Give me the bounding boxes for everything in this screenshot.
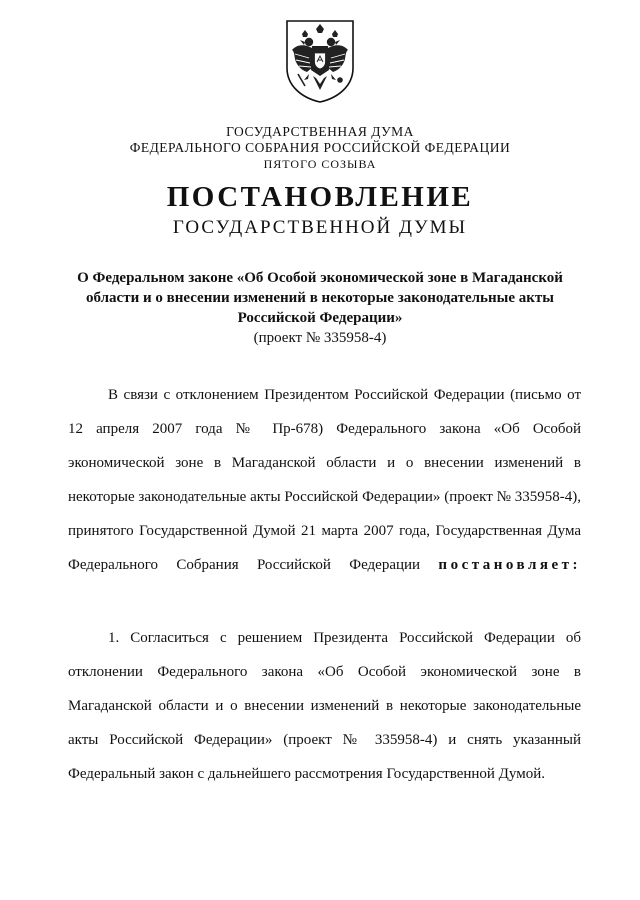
paragraph-line [68,554,581,588]
paragraph-line: 1. Согласиться с решением Президента Российской Федерации об [108,630,581,646]
paragraph-line: принятого Государственной Думой 21 марта 2007 года, Государственная Дума [68,523,581,539]
paragraph-line: некоторые законодательные акты Российской Федерации» (проект № 335958-4), [68,489,581,505]
paragraph-line: В связи с отклонением Президентом Российской Федерации (письмо от [108,387,581,403]
issuing-body-title: ГОСУДАРСТВЕННОЙ ДУМЫ [172,217,468,238]
subject-line: Российской Федерации» [237,310,403,326]
double-headed-eagle-icon [283,18,357,104]
resolves-keyword: постановляет: [438,557,581,573]
subject-line: О Федеральном законе «Об Особой экономической зоне в Магаданской [77,270,563,286]
preamble-paragraph [68,384,581,588]
line-text: Федерального Собрания Российской Федерации [68,557,421,573]
resolution-subject [70,268,570,328]
paragraph-line: Магаданской области и о внесении изменений в некоторые законодательные [68,698,581,714]
paragraph-line: 12 апреля 2007 года № Пр-678) Федерального закона «Об Особой [68,421,581,437]
org-name-line: ГОСУДАРСТВЕННАЯ ДУМА [226,124,414,139]
coat-of-arms-emblem [283,18,357,104]
subject-line: области и о внесении изменений в некоторые законодательные акты [86,290,554,306]
resolution-item-1 [68,627,581,797]
paragraph-line: Федеральный закон с дальнейшего рассмотрения Государственной Думой. [68,766,545,782]
org-parent-line: ФЕДЕРАЛЬНОГО СОБРАНИЯ РОССИЙСКОЙ ФЕДЕРАЦИИ [129,140,511,155]
paragraph-line: акты Российской Федерации» (проект № 335958-4) и снять указанный [68,732,581,748]
project-number: (проект № 335958-4) [253,330,387,346]
paragraph-line: отклонении Федерального закона «Об Особой экономической зоне в [68,664,581,680]
document-type-title: ПОСТАНОВЛЕНИЕ [166,181,474,213]
convocation-line: ПЯТОГО СОЗЫВА [263,157,377,171]
paragraph-line: экономической зоне в Магаданской области и о внесении изменений в [68,455,581,471]
